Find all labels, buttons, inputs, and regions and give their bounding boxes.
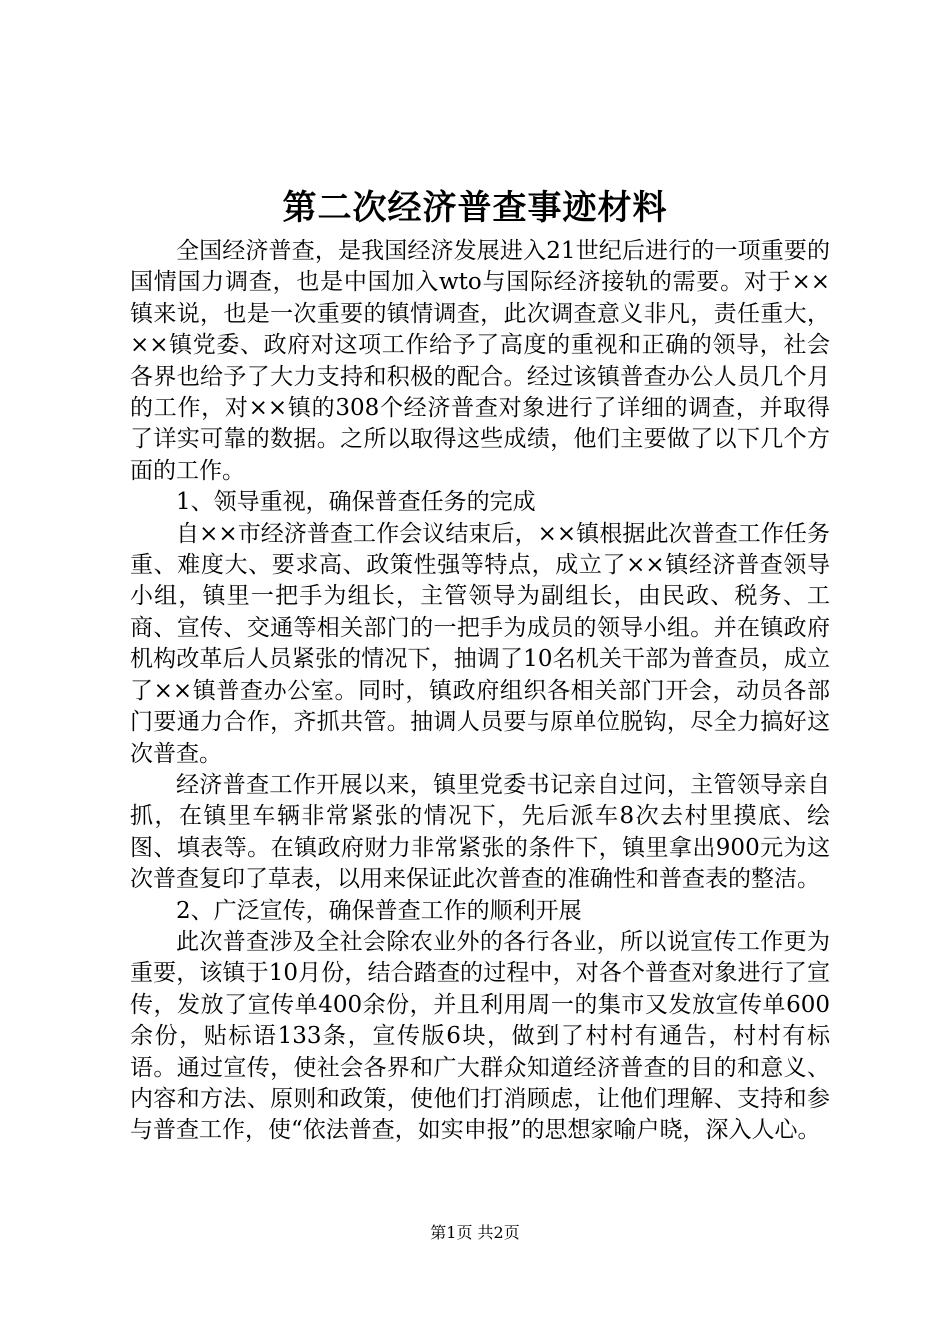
document-title: 第二次经济普查事迹材料 — [282, 188, 668, 228]
section-heading-2: 2、广泛宣传，确保普查工作的顺利开展 — [176, 897, 582, 924]
paragraph-section2-a: 此次普查涉及全社会除农业外的各行各业，所以说宣传工作更为重要，该镇于10月份，结合踏查的过程中，对各个普查对象进行了宣传，发放了宣传单400余份，并且利用周一的集市又发放宣传单600余份，贴标语133条，宣传版6块，做到了村村有通告，村村有标语。通过宣传，使社会各界和广大群众知道经济普查的目的和意义、内容和方法、原则和政策，使他们打消顾虑，让他们理解、支持和参与普查工作，使“依法普查，如实申报”的思想家喻户晓，深入人心。 — [130, 928, 830, 1144]
paragraph-intro: 全国经济普查，是我国经济发展进入21世纪后进行的一项重要的国情国力调查，也是中国加入wto与国际经济接轨的需要。对于××镇来说，也是一次重要的镇情调查，此次调查意义非凡，责任重大，××镇党委、政府对这项工作给予了高度的重视和正确的领导，社会各界也给予了大力支持和积极的配合。经过该镇普查办公人员几个月的工作，对××镇的308个经济普查对象进行了详细的调查，并取得了详实可靠的数据。之所以取得这些成绩，他们主要做了以下几个方面的工作。 — [130, 238, 830, 484]
document-body — [130, 236, 830, 1147]
paragraph-section1-b: 经济普查工作开展以来，镇里党委书记亲自过问，主管领导亲自抓，在镇里车辆非常紧张的情况下，先后派车8次去村里摸底、绘图、填表等。在镇政府财力非常紧张的条件下，镇里拿出900元为这次普查复印了草表，以用来保证此次普查的准确性和普查表的整洁。 — [130, 771, 830, 893]
page-footer: 第1页 共2页 — [430, 1223, 520, 1242]
section-heading-1: 1、领导重视，确保普查任务的完成 — [176, 489, 536, 516]
paragraph-section1-a: 自××市经济普查工作会议结束后，××镇根据此次普查工作任务重、难度大、要求高、政策性强等特点，成立了××镇经济普查领导小组，镇里一把手为组长，主管领导为副组长，由民政、税务、工商、宣传、交通等相关部门的一把手为成员的领导小组。并在镇政府机构改革后人员紧张的情况下，抽调了10名机关干部为普查员，成立了××镇普查办公室。同时，镇政府组织各相关部门开会，动员各部门要通力合作，齐抓共管。抽调人员要与原单位脱钩，尽全力搞好这次普查。 — [130, 520, 830, 767]
